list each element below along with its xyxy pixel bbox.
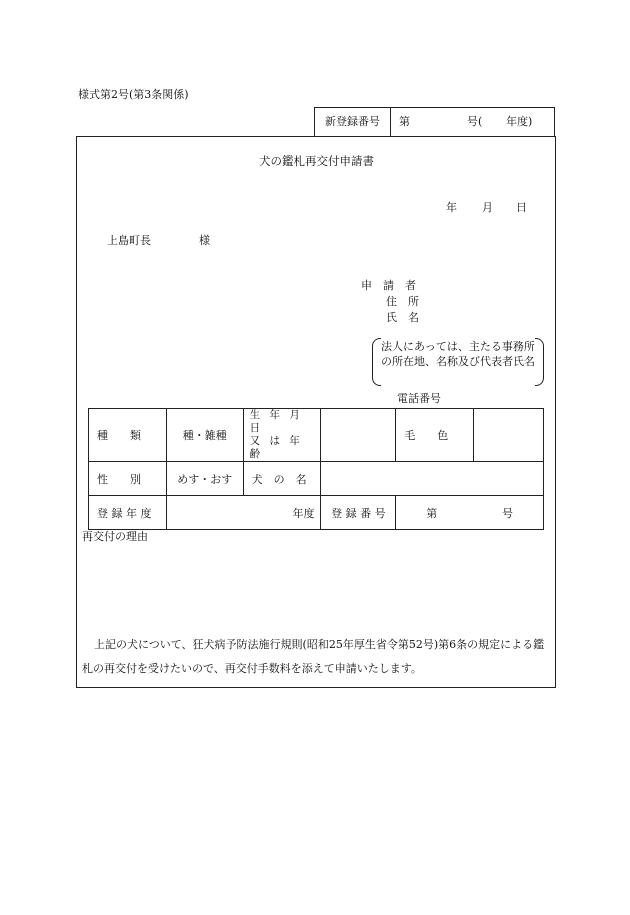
form-title: 犬の鑑札再交付申請書 (259, 154, 374, 168)
sex-label-cell (89, 462, 167, 496)
new-registration-number-box (314, 107, 555, 136)
birth-label-cell (243, 409, 321, 462)
date-year: 年 (446, 201, 457, 214)
reg-no-label: 登 録 番 号 (331, 506, 386, 520)
registration-nendo: 年度) (506, 115, 533, 128)
sex-value: めす・おす (177, 472, 233, 486)
reg-no-value-cell[interactable] (396, 496, 544, 530)
reg-no-dai: 第 (426, 506, 438, 520)
reg-no-label-cell (321, 496, 396, 530)
color-label: 毛 色 (404, 429, 449, 442)
application-statement: 上記の犬について、狂犬病予防法施行規則(昭和25年厚生省令第52号)第6条の規定による鑑札の再交付を受けたいので、再交付手数料を添えて申請いたします。 (82, 638, 545, 675)
registration-dai: 第 (399, 115, 410, 128)
reg-year-suffix: 年度 (292, 506, 315, 520)
applicant-address-label: 住 所 (386, 295, 419, 308)
left-bracket (372, 338, 381, 386)
dog-name-label-cell (243, 462, 321, 496)
phone-label: 電話番号 (397, 392, 441, 405)
sex-label: 性 別 (97, 472, 141, 486)
color-label-cell (396, 409, 474, 462)
reg-no-go: 号 (502, 506, 513, 520)
breed-label: 種 類 (97, 429, 141, 442)
reissue-reason-label: 再交付の理由 (82, 530, 148, 543)
applicant-heading: 申 請 者 (361, 279, 416, 292)
color-value-cell[interactable] (474, 409, 544, 462)
breed-label-cell (89, 409, 167, 462)
date-month: 月 (482, 201, 493, 214)
addressee-name: 上島町長 (107, 234, 151, 247)
dog-name-value-cell[interactable] (321, 462, 544, 496)
corporate-note (372, 338, 544, 386)
form-number: 様式第2号(第3条関係) (78, 88, 189, 101)
birth-label-2: 又 は 年 齢 (249, 435, 303, 460)
sex-value-cell (166, 462, 243, 496)
date-day: 日 (516, 201, 527, 214)
reg-year-label-cell (89, 496, 167, 530)
registration-go: 号( (467, 115, 483, 128)
table-row (89, 462, 544, 496)
table-row (89, 409, 544, 462)
reg-year-value-cell[interactable] (166, 496, 321, 530)
dog-info-table (88, 408, 544, 530)
corporate-note-text: 法人にあっては、主たる事務所の所在地、名称及び代表者氏名 (381, 340, 535, 368)
applicant-name-label: 氏 名 (386, 311, 419, 324)
birth-value-cell[interactable] (321, 409, 396, 462)
breed-value-cell (166, 409, 243, 462)
reg-year-label: 登 録 年 度 (97, 506, 152, 520)
birth-label-1: 生 年 月 日 (249, 409, 303, 434)
addressee-honorific: 様 (199, 234, 210, 247)
new-registration-label: 新登録番号 (315, 108, 391, 136)
breed-value: 種・雑種 (182, 429, 227, 442)
table-row (89, 496, 544, 530)
dog-name-label: 犬 の 名 (251, 472, 307, 486)
